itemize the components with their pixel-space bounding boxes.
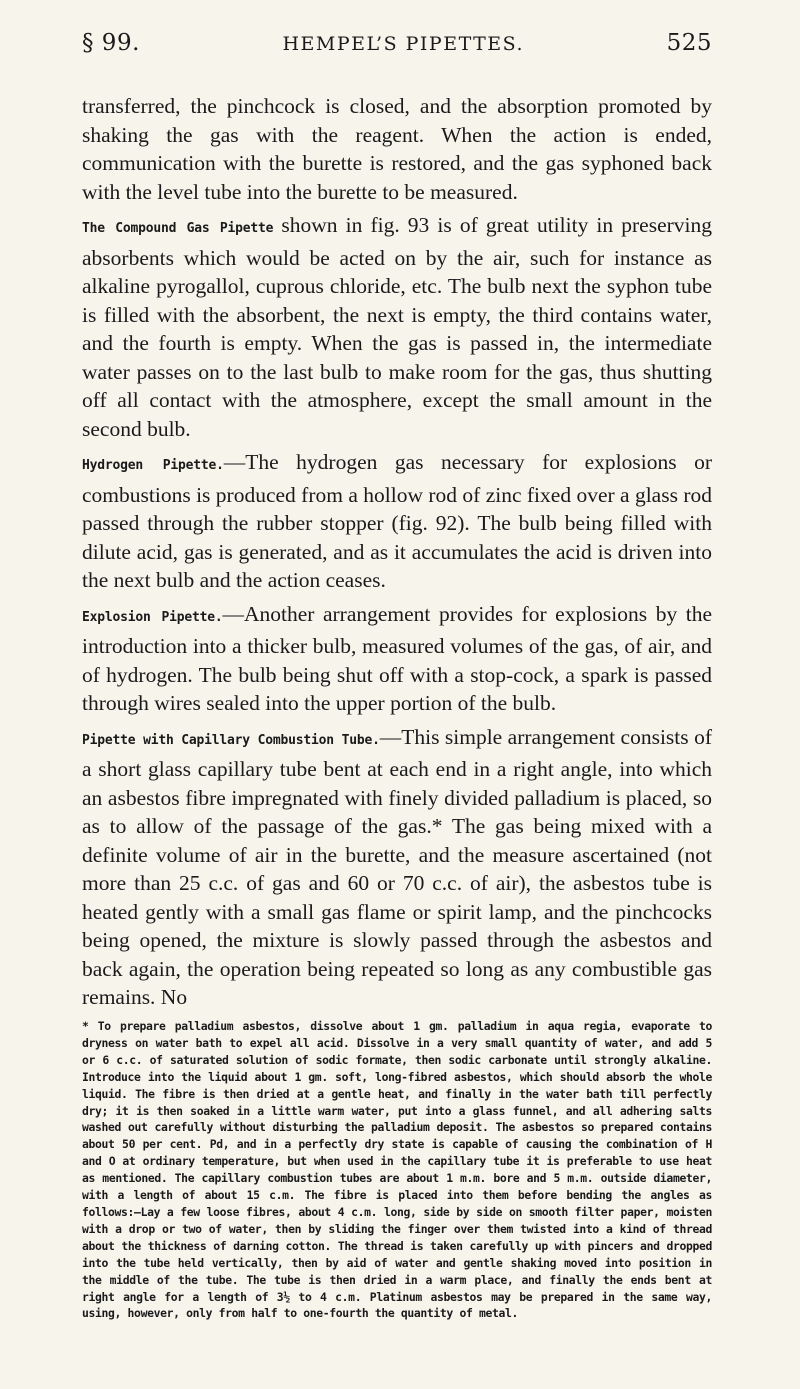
footnote-mark: * — [82, 1019, 89, 1033]
paragraph-heading: Explosion Pipette. — [82, 609, 223, 625]
section-number: § 99. — [82, 30, 140, 56]
paragraph-text: transferred, the pinchcock is closed, and the absorption promoted by shaking the gas with the reagent. When the action is ended, communication with the burette is restored, and the gas syphoned back with the level tube into the burette to be measured. — [82, 94, 712, 204]
paragraph-hydrogen-pipette — [82, 448, 712, 595]
running-title: HEMPEL’S PIPETTES. — [282, 33, 525, 55]
paragraph-heading: The Compound Gas Pipette — [82, 221, 274, 236]
paragraph-explosion-pipette — [82, 600, 712, 718]
running-header — [82, 30, 712, 62]
page-number: 525 — [666, 30, 712, 56]
footnote-text: To prepare palladium asbestos, dissolve about 1 gm. palladium in aqua regia, evaporate to dryness on water bath to expel all acid. Dissolve in a very small quantity of water, and add 5 or 6 c.c. of saturated solution of sodic formate, then sodic carbonate until strongly alkaline. Introduce into the liquid about 1 gm. soft, long-fibred asbestos, which should absorb the whole liquid. The fibre is then dried at a gentle heat, and finally in the water bath till perfectly dry; it is then soaked in a little warm water, put into a glass funnel, and all adhering salts washed out carefully without disturbing the palladium deposit. The asbestos so prepared contains about 50 per cent. Pd, and in a perfectly dry state is capable of causing the combination of H and O at ordinary temperature, but when used in the capillary tube it is preferable to use heat as mentioned. The capillary combustion tubes are about 1 m.m. bore and 5 m.m. outside diameter, with a length of about 15 c.m. The fibre is placed into them before bending the angles as follows:—Lay a few loose fibres, about 4 c.m. long, side by side on smooth filter paper, moisten with a drop or two of water, then by sliding the finger over them twisted into a kind of thread about the thickness of darning cotton. The thread is taken carefully up with pincers and dropped into the tube held vertically, then by aid of water and gentle shaking moved into position in the middle of the tube. The tube is then dried in a warm place, and finally the ends bent at right angle for a length of 3½ to 4 c.m. Platinum asbestos may be prepared in the same way, using, however, only from half to one-fourth the quantity of metal. — [82, 1019, 712, 1321]
paragraph-continuation — [82, 92, 712, 206]
body-text — [82, 92, 712, 1017]
paragraph-text: shown in fig. 93 is of great utility in preserving absorbents which would be acted on by the air, such for instance as alkaline pyrogallol, cuprous chloride, etc. The bulb next the syphon tube is filled with the absorbent, the next is empty, the third contains water, and the fourth is empty. When the gas is passed in, the intermediate water passes on to the last bulb to make room for the gas, thus shutting off all contact with the atmosphere, except the small amount in the second bulb. — [82, 213, 712, 441]
paragraph-compound-gas-pipette — [82, 211, 712, 443]
paragraph-text: —This simple arrangement consists of a short glass capillary tube bent at each end in a right angle, into which an asbestos fibre impregnated with finely divided palladium is placed, so as to allow of the passage of the gas.* The gas being mixed with a definite volume of air in the burette, and the measure ascertained (not more than 25 c.c. of gas and 60 or 70 c.c. of air), the asbestos tube is heated gently with a small gas flame or spirit lamp, and the pinchcocks being opened, the mixture is slowly passed through the asbestos and back again, the operation being repeated so long as any combustible gas remains. No — [82, 724, 712, 1009]
paragraph-capillary-combustion — [82, 723, 712, 1012]
paragraph-heading: Hydrogen Pipette. — [82, 458, 224, 473]
footnote — [82, 1018, 712, 1322]
paragraph-text: —Another arrangement provides for explosions by the introduction into a thicker bulb, measured volumes of the gas, of air, and of hydrogen. The bulb being shut off with a stop-cock, a spark is passed through wires sealed into the upper portion of the bulb. — [82, 601, 713, 715]
paragraph-heading: Pipette with Capillary Combustion Tube. — [82, 732, 380, 748]
paragraph-text: —The hydrogen gas necessary for explosions or combustions is produced from a hollow rod of zinc fixed over a glass rod passed through the rubber stopper (fig. 92). The bulb being filled with dilute acid, gas is generated, and as it accumulates the acid is driven into the next bulb and the action ceases. — [82, 450, 712, 592]
